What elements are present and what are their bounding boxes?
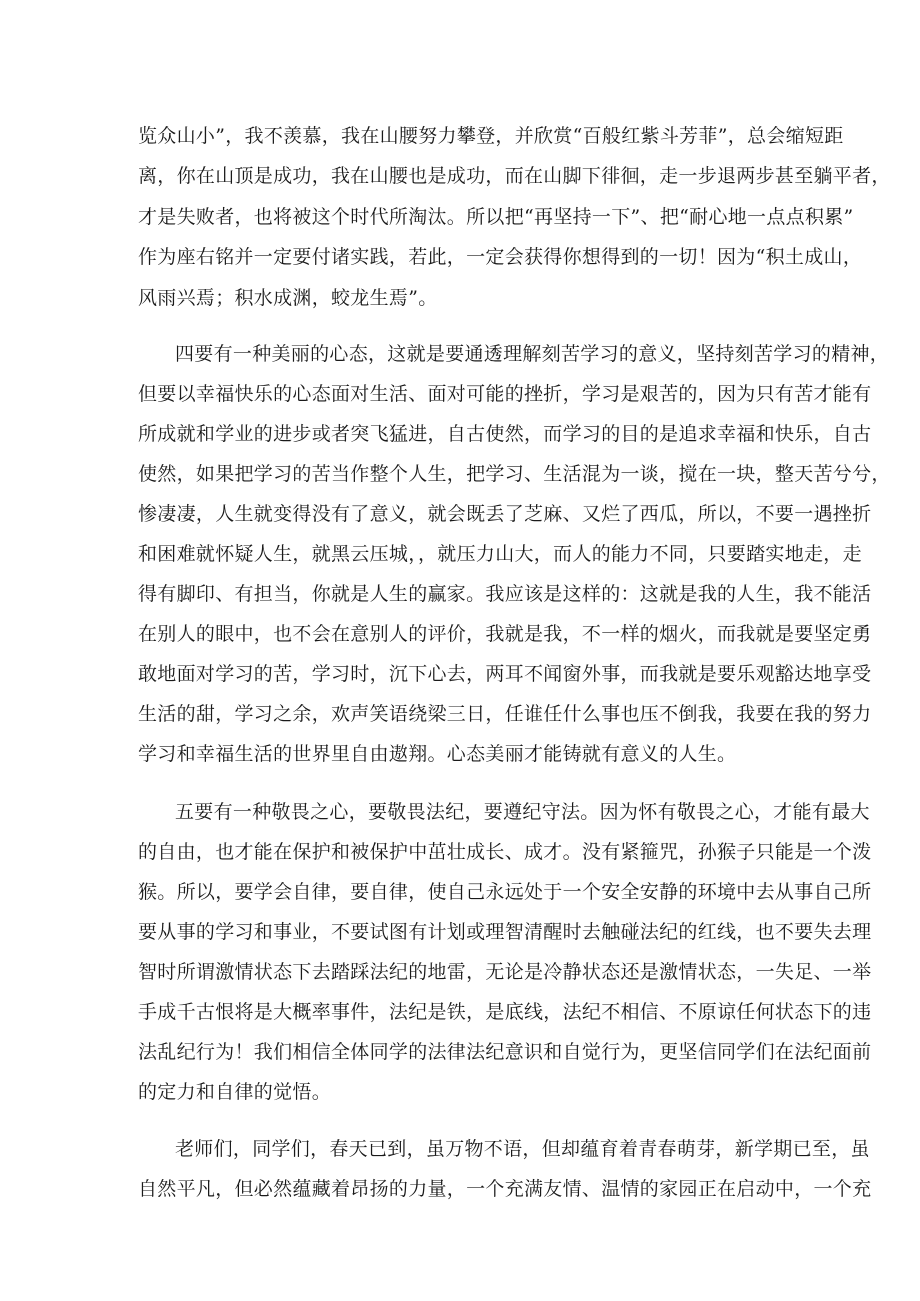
text-line: 敢地面对学习的苦，学习时，沉下心去，两耳不闻窗外事，而我就是要乐观豁达地享受 <box>138 663 872 685</box>
text-line: 手成千古恨将是大概率事件，法纪是铁，是底线，法纪不相信、不原谅任何状态下的违 <box>138 1001 872 1023</box>
text-line: 使然，如果把学习的苦当作整个人生，把学习、生活混为一谈，搅在一块，整天苦兮兮， <box>138 463 891 485</box>
text-line: 生活的甜，学习之余，欢声笑语绕梁三日，任谁任什么事也压不倒我，我要在我的努力 <box>138 703 872 725</box>
text-line: 智时所谓激情状态下去踏踩法纪的地雷，无论是冷静状态还是激情状态，一失足、一举 <box>138 961 872 983</box>
text-line: 五要有一种敬畏之心，要敬畏法纪，要遵纪守法。因为怀有敬畏之心，才能有最大 <box>175 801 870 823</box>
text-line: 学习和幸福生活的世界里自由遨翔。心态美丽才能铸就有意义的人生。 <box>138 743 737 765</box>
text-line: 所成就和学业的进步或者突飞猛进，自古使然，而学习的目的是追求幸福和快乐，自古 <box>138 423 872 445</box>
text-line: 和困难就怀疑人生，就黑云压城，，就压力山大，而人的能力不同，只要踏实地走，走 <box>138 543 862 565</box>
text-line: 惨凄凄，人生就变得没有了意义，就会既丢了芝麻、又烂了西瓜，所以，不要一遇挫折 <box>138 503 872 525</box>
text-line: 在别人的眼中，也不会在意别人的评价，我就是我，不一样的烟火，而我就是要坚定勇 <box>138 623 872 645</box>
text-line: 离，你在山顶是成功，我在山腰也是成功，而在山脚下徘徊，走一步退两步甚至躺平者， <box>138 165 891 187</box>
text-line: 猴。所以，要学会自律，要自律，使自己永远处于一个安全安静的环境中去从事自己所 <box>138 881 872 903</box>
text-line: 自然平凡，但必然蕴藏着昂扬的力量，一个充满友情、温情的家园正在启动中，一个充 <box>138 1178 872 1200</box>
text-line: 四要有一种美丽的心态，这就是要通透理解刻苦学习的意义，坚持刻苦学习的精神， <box>175 343 890 365</box>
text-line: 法乱纪行为！我们相信全体同学的法律法纪意识和自觉行为，更坚信同学们在法纪面前 <box>138 1041 872 1063</box>
text-line: 览众山小”，我不羡慕，我在山腰努力攀登，并欣赏“百般红紫斗芳菲”，总会缩短距 <box>138 125 844 147</box>
text-line: 老师们，同学们，春天已到，虽万物不语，但却蕴育着青春萌芽，新学期已至，虽 <box>175 1138 870 1160</box>
text-line: 风雨兴焉；积水成渊，蛟龙生焉”。 <box>138 287 438 309</box>
text-line: 要从事的学习和事业，不要试图有计划或理智清醒时去触碰法纪的红线，也不要失去理 <box>138 921 872 943</box>
text-line: 作为座右铭并一定要付诸实践，若此，一定会获得你想得到的一切！因为“积土成山， <box>138 246 863 268</box>
text-line: 才是失败者，也将被这个时代所淘汰。所以把“再坚持一下”、把“耐心地一点点积累” <box>138 206 854 228</box>
text-line: 的定力和自律的觉悟。 <box>138 1081 332 1103</box>
text-line: 的自由，也才能在保护和被保护中茁壮成长、成才。没有紧箍咒，孙猴子只能是一个泼 <box>138 841 872 863</box>
text-line: 但要以幸福快乐的心态面对生活、面对可能的挫折，学习是艰苦的，因为只有苦才能有 <box>138 383 872 405</box>
text-line: 得有脚印、有担当，你就是人生的赢家。我应该是这样的：这就是我的人生，我不能活 <box>138 583 872 605</box>
